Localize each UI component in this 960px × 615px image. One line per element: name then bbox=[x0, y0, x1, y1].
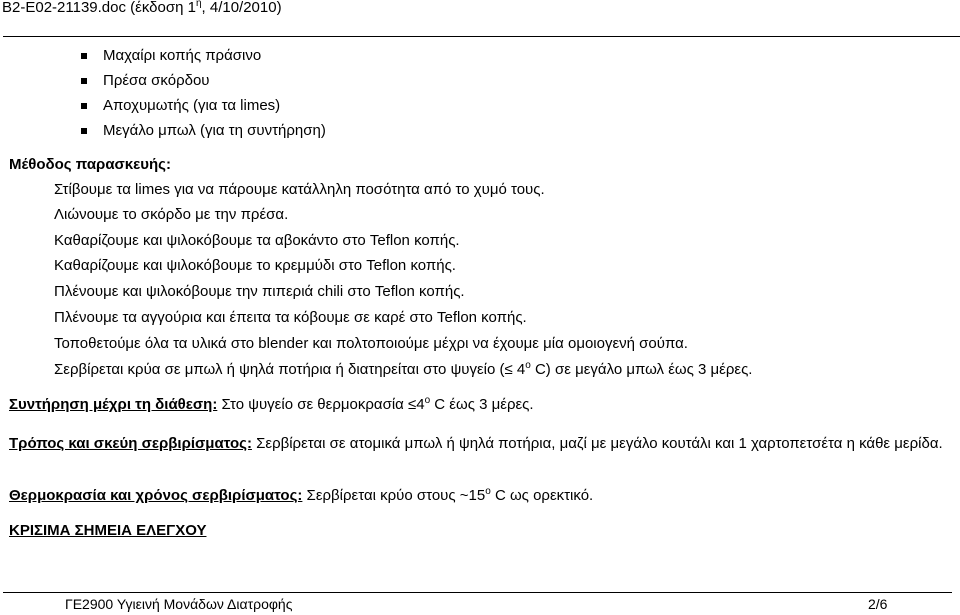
less-equal-symbol: ≤ bbox=[504, 361, 513, 378]
header-rule bbox=[3, 36, 960, 37]
method-step: Στίβουμε τα limes για να πάρουμε κατάλληλη ποσότητα από το χυμό τους. bbox=[54, 181, 545, 198]
document-header bbox=[2, 0, 282, 16]
method-title: Μέθοδος παρασκευής: bbox=[9, 156, 171, 173]
equipment-list bbox=[80, 45, 326, 145]
header-title-end: , 4/10/2010) bbox=[201, 0, 282, 16]
list-item bbox=[80, 70, 326, 95]
square-bullet-icon bbox=[81, 128, 87, 134]
square-bullet-icon bbox=[81, 53, 87, 59]
step-text: C) σε μεγάλο μπωλ έως 3 μέρες. bbox=[530, 361, 753, 378]
list-item-text: Αποχυμωτής (για τα limes) bbox=[103, 97, 281, 114]
method-step: Πλένουμε τα αγγούρια και έπειτα τα κόβουμε σε καρέ στο Teflon κοπής. bbox=[54, 309, 527, 326]
less-equal-symbol: ≤ bbox=[408, 396, 417, 413]
degree-superscript: ο bbox=[424, 395, 431, 406]
temperature-paragraph bbox=[9, 487, 593, 504]
approx-symbol: ~ bbox=[459, 487, 469, 504]
serving-label: Τρόπος και σκεύη σερβιρίσματος: bbox=[9, 435, 252, 452]
list-item-text: Πρέσα σκόρδου bbox=[103, 72, 210, 89]
method-step: Τοποθετούμε όλα τα υλικά στο blender και πολτοποιούμε μέχρι να έχουμε μία ομοιογενή σούπα. bbox=[54, 335, 688, 352]
temperature-text: Σερβίρεται κρύο στους bbox=[302, 487, 460, 504]
method-step: Καθαρίζουμε και ψιλοκόβουμε το κρεμμύδι στο Teflon κοπής. bbox=[54, 257, 456, 274]
footer-page-number: 2/6 bbox=[868, 596, 888, 612]
footer-rule bbox=[3, 592, 952, 593]
storage-text: C έως 3 μέρες. bbox=[430, 396, 534, 413]
square-bullet-icon bbox=[81, 103, 87, 109]
temperature-text: 15 bbox=[468, 487, 486, 504]
square-bullet-icon bbox=[81, 78, 87, 84]
list-item bbox=[80, 45, 326, 70]
method-step: Πλένουμε και ψιλοκόβουμε την πιπεριά chili στο Teflon κοπής. bbox=[54, 283, 465, 300]
storage-text: Στο ψυγείο σε θερμοκρασία bbox=[217, 396, 408, 413]
list-item bbox=[80, 120, 326, 145]
serving-text: Σερβίρεται σε ατομικά μπωλ ή ψηλά ποτήρια, μαζί με μεγάλο κουτάλι και 1 χαρτοπετσέτα η κάθε μερίδα. bbox=[251, 435, 943, 452]
method-step-last bbox=[54, 361, 752, 378]
serving-paragraph bbox=[9, 433, 949, 454]
critical-points-title: ΚΡΙΣΙΜΑ ΣΗΜΕΙΑ ΕΛΕΓΧΟΥ bbox=[9, 522, 207, 539]
list-item-text: Μαχαίρι κοπής πράσινο bbox=[103, 47, 262, 64]
storage-text: 4 bbox=[416, 396, 425, 413]
header-title: B2-E02-21139.doc (έκδοση 1 bbox=[2, 0, 196, 16]
method-step: Λιώνουμε το σκόρδο με την πρέσα. bbox=[54, 206, 289, 223]
degree-superscript: ο bbox=[485, 486, 491, 497]
header-superscript: η bbox=[195, 0, 202, 9]
footer-course-title: ΓΕ2900 Υγιεινή Μονάδων Διατροφής bbox=[65, 596, 293, 612]
degree-superscript: ο bbox=[525, 360, 531, 371]
method-step: Καθαρίζουμε και ψιλοκόβουμε τα αβοκάντο στο Teflon κοπής. bbox=[54, 232, 460, 249]
storage-paragraph bbox=[9, 396, 534, 413]
list-item-text: Μεγάλο μπωλ (για τη συντήρηση) bbox=[103, 122, 326, 139]
list-item bbox=[80, 95, 326, 120]
temperature-text: C ως ορεκτικό. bbox=[490, 487, 594, 504]
step-text: 4 bbox=[512, 361, 526, 378]
storage-label: Συντήρηση μέχρι τη διάθεση: bbox=[9, 396, 218, 413]
temperature-label: Θερμοκρασία και χρόνος σερβιρίσματος: bbox=[9, 487, 303, 504]
step-text: Σερβίρεται κρύα σε μπωλ ή ψηλά ποτήρια ή διατηρείται στο ψυγείο ( bbox=[54, 361, 505, 378]
